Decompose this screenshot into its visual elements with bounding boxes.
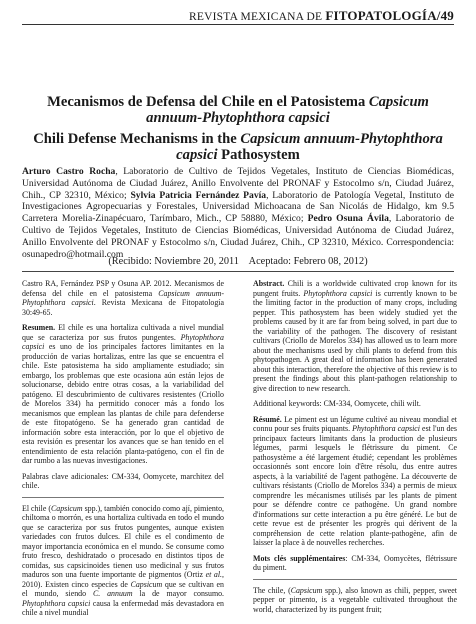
- intro-etal: et al.: [205, 570, 223, 579]
- intro-text: causa la enfermedad más devastadora en chile a nivel mundial: [22, 598, 224, 617]
- mots-cles-text: : CM-334, Oomycètes, flétrissure du piment.: [253, 553, 457, 572]
- author-affiliation: , Laboratorio de Cultivo de Tejidos Vegetales, Instituto de Ciencias Biomédicas, Universidad Autónoma de Ciudad Juárez, Anillo Envolvente del PRONAF y Estocolmo s/n, Ciudad Juárez, Chih., CP 32310, México;: [22, 166, 455, 201]
- intro-text: spp.), también conocido como ají, pimiento, chiltoma o morrón, es una hortaliza cultivada en todo el mundo que se caracteriza por sus frutos pungentes, aunque existen variedades con frutos dulces. El chile es el condimento de mayor importancia económica en el mundo. Se consume como fruto fresco, deshidratado o procesado en distintos tipos de comidas, sus capsicinoides tienen uso medicinal y sus frutos maduros son una fuente importante de pigmentos (Ortiz: [22, 503, 224, 579]
- resume-heading: Résumé.: [253, 414, 282, 424]
- author-affiliation: , Laboratorio de Patología Vegetal, Instituto de Investigaciones Agropecuarias y Forestales, Universidad Michoacana de San Nicolás de Hidalgo, km 9.5 Carretera Morelia-Zinapécuaro, Tarímbaro, Mich., CP 58880, México;: [22, 189, 454, 225]
- resumen-species: Phytophthora capsici: [22, 332, 224, 351]
- abstract-heading: Abstract.: [253, 279, 285, 288]
- title-spanish-text: Mecanismos de Defensa del Chile en el Patosistema: [47, 94, 369, 110]
- intro-species: C. annuum: [92, 589, 133, 598]
- resumen-heading: Resumen.: [22, 323, 56, 332]
- title-english: [22, 131, 454, 163]
- additional-keywords: Additional keywords: CM-334, Oomycete, chili wilt.: [253, 399, 421, 408]
- title-english-species: Capsicum annuum-Phytophthora capsici: [176, 131, 443, 163]
- left-column: [22, 279, 224, 624]
- author-name: Sylvia Patricia Fernández Pavía: [130, 189, 267, 201]
- section-rule: [253, 579, 457, 580]
- citation: [22, 279, 224, 317]
- intro-text: la de mayor consumo.: [132, 589, 224, 598]
- palabras-clave: Palabras clave adicionales: CM-334, Oomycete, marchitez del chile.: [22, 471, 224, 490]
- mots-cles: [253, 554, 457, 573]
- author-affiliation: , Laboratorio de Cultivo de Tejidos Vegetales, Instituto de Ciencias Biomédicas, Universidad Autónoma de Ciudad Juárez, Anillo Envolvente del PRONAF y Estocolmo s/n, Ciudad Juárez, Chih., CP 32310, México. Correspondencia: osunapedro@hotmail.com: [22, 213, 454, 260]
- resume-text: est l'un des principaux facteurs limitants dans la production de plusieurs légumes, parmi lesquels le flétrissure du piment. Ce pathosystème a été largement étudié; cependant les problèmes occasionnés sont encore loin d'être résolu, dus entre autres aspects, à la variabilité de l'agent pathogène. La découverte de cultivars résistants (Criollo de Morelos 334) a permis de mieux comprendre les mécanismes utilisés par les plants de piment pour se défendre contre ce pathogène. Un grand nombre d'informations sur cette interaction a pu être généré. Le but de cette revue est de présenter les progrès qui dérivent de la compréhension de cette relation plante-pathogène, afin de laisser la place à de nouvelles recherches.: [253, 424, 458, 547]
- abstract-paragraph: [253, 279, 457, 393]
- right-column: [253, 279, 457, 620]
- intro-paragraph-english: [253, 586, 457, 615]
- title-spanish: [22, 94, 454, 126]
- journal-page-number: FITOPATOLOGÍA/49: [325, 8, 454, 23]
- mots-cles-heading: Mots clés supplémentaires: [253, 553, 346, 563]
- resumen-text: es uno de los principales factores limitantes en la producción de varias hortalizas, entre las que se encuentra el chile. Este patosistema ha sido ampliamente estudiado; sin embargo, los problemas que este ocasiona aún están lejos de solucionarse, debido entre otras cosas, a la variabilidad del patógeno. El descubrimiento de cultivares resistentes (Criollo de Morelos 334) ha permitido conocer más a fondo los mecanismos que emplean las plantas de chile para defenderse de este fitopatógeno. Se ha generado gran cantidad de información sobre esta interacción, por lo que el objetivo de esta revisión es presentar los avances que se han tenido en el entendimiento de esta relación planta-patógeno, con el fin de dar rumbo a las nuevas investigaciones.: [22, 342, 224, 465]
- intro-species: Capsicum: [290, 585, 323, 595]
- intro-species: Phytophthora capsici: [22, 598, 91, 608]
- resumen-text: El chile es una hortaliza cultivada a nivel mundial que se caracteriza por sus frutos pungentes.: [22, 323, 224, 342]
- intro-text: , 2010). Existen cinco especies de: [22, 570, 225, 589]
- intro-text: The chile, (: [253, 585, 291, 595]
- dates-rule: [22, 271, 454, 272]
- section-rule: [22, 497, 224, 498]
- citation-source: . Revista Mexicana de Fitopatología 30:49-65.: [22, 298, 225, 317]
- resume-text: Le piment est un légume cultivé au niveau mondial et connu pour ses fruits piquants.: [253, 414, 457, 433]
- header-rule: [22, 24, 454, 25]
- resume-species: Phytophthora capsici: [352, 424, 420, 433]
- citation-text: Castro RA, Fernández PSP y Osuna AP. 2012. Mecanismos de defensa del chile en el patosistema: [22, 279, 224, 298]
- intro-species: Capsicum: [51, 503, 83, 513]
- author-name: Arturo Castro Rocha: [22, 166, 116, 177]
- abstract-text: Chili is a worldwide cultivated crop known for its pungent fruits.: [253, 279, 457, 298]
- title-spanish-species: Capsicum annuum-Phytophthora capsici: [146, 94, 429, 126]
- journal-name: REVISTA MEXICANA DE: [189, 11, 326, 23]
- author-name: Pedro Osuna Ávila: [307, 213, 389, 225]
- abstract-text: is currently known to be the limiting factor in the production of many crops, including pepper. This pathosystem has been widely studied yet the problems caused by it are far from being solved, in part due to the variability of the pathogen. The discovery of resistant cultivars (Criollo de Morelos 334) has allowed us to learn more about the mechanisms used by chili plants to defend from this phytopathogen. A great deal of information has been generated about this interaction, therefore the objective of this review is to present the findings about this plant-pathogen relationship to give direction to new research.: [253, 288, 458, 393]
- title-english-text: Chili Defense Mechanisms in the: [33, 131, 241, 147]
- resume-paragraph: [253, 415, 457, 548]
- title-english-tail: Pathosystem: [217, 147, 300, 163]
- author-affiliations: [22, 166, 454, 260]
- running-header: [22, 6, 454, 28]
- received-accepted-dates: (Recibido: Noviembre 20, 2011 Aceptado: Febrero 08, 2012): [108, 256, 368, 267]
- intro-text: que se cultivan en el mundo, siendo: [22, 579, 224, 598]
- journal-running-title: [189, 8, 454, 24]
- abstract-species: Phytophthora capsici: [303, 288, 373, 298]
- citation-species: Capsicum annuum-Phytophthora capsici: [22, 288, 224, 307]
- resumen-paragraph: [22, 323, 224, 466]
- intro-text: El chile (: [22, 503, 52, 513]
- intro-paragraph-spanish: [22, 504, 224, 618]
- intro-text: spp.), also known as chili, pepper, sweet pepper or pimento, is a vegetable cultivated throughout the world, characterized by its pungent fruit;: [253, 585, 457, 614]
- intro-species: Capsicum: [130, 579, 163, 589]
